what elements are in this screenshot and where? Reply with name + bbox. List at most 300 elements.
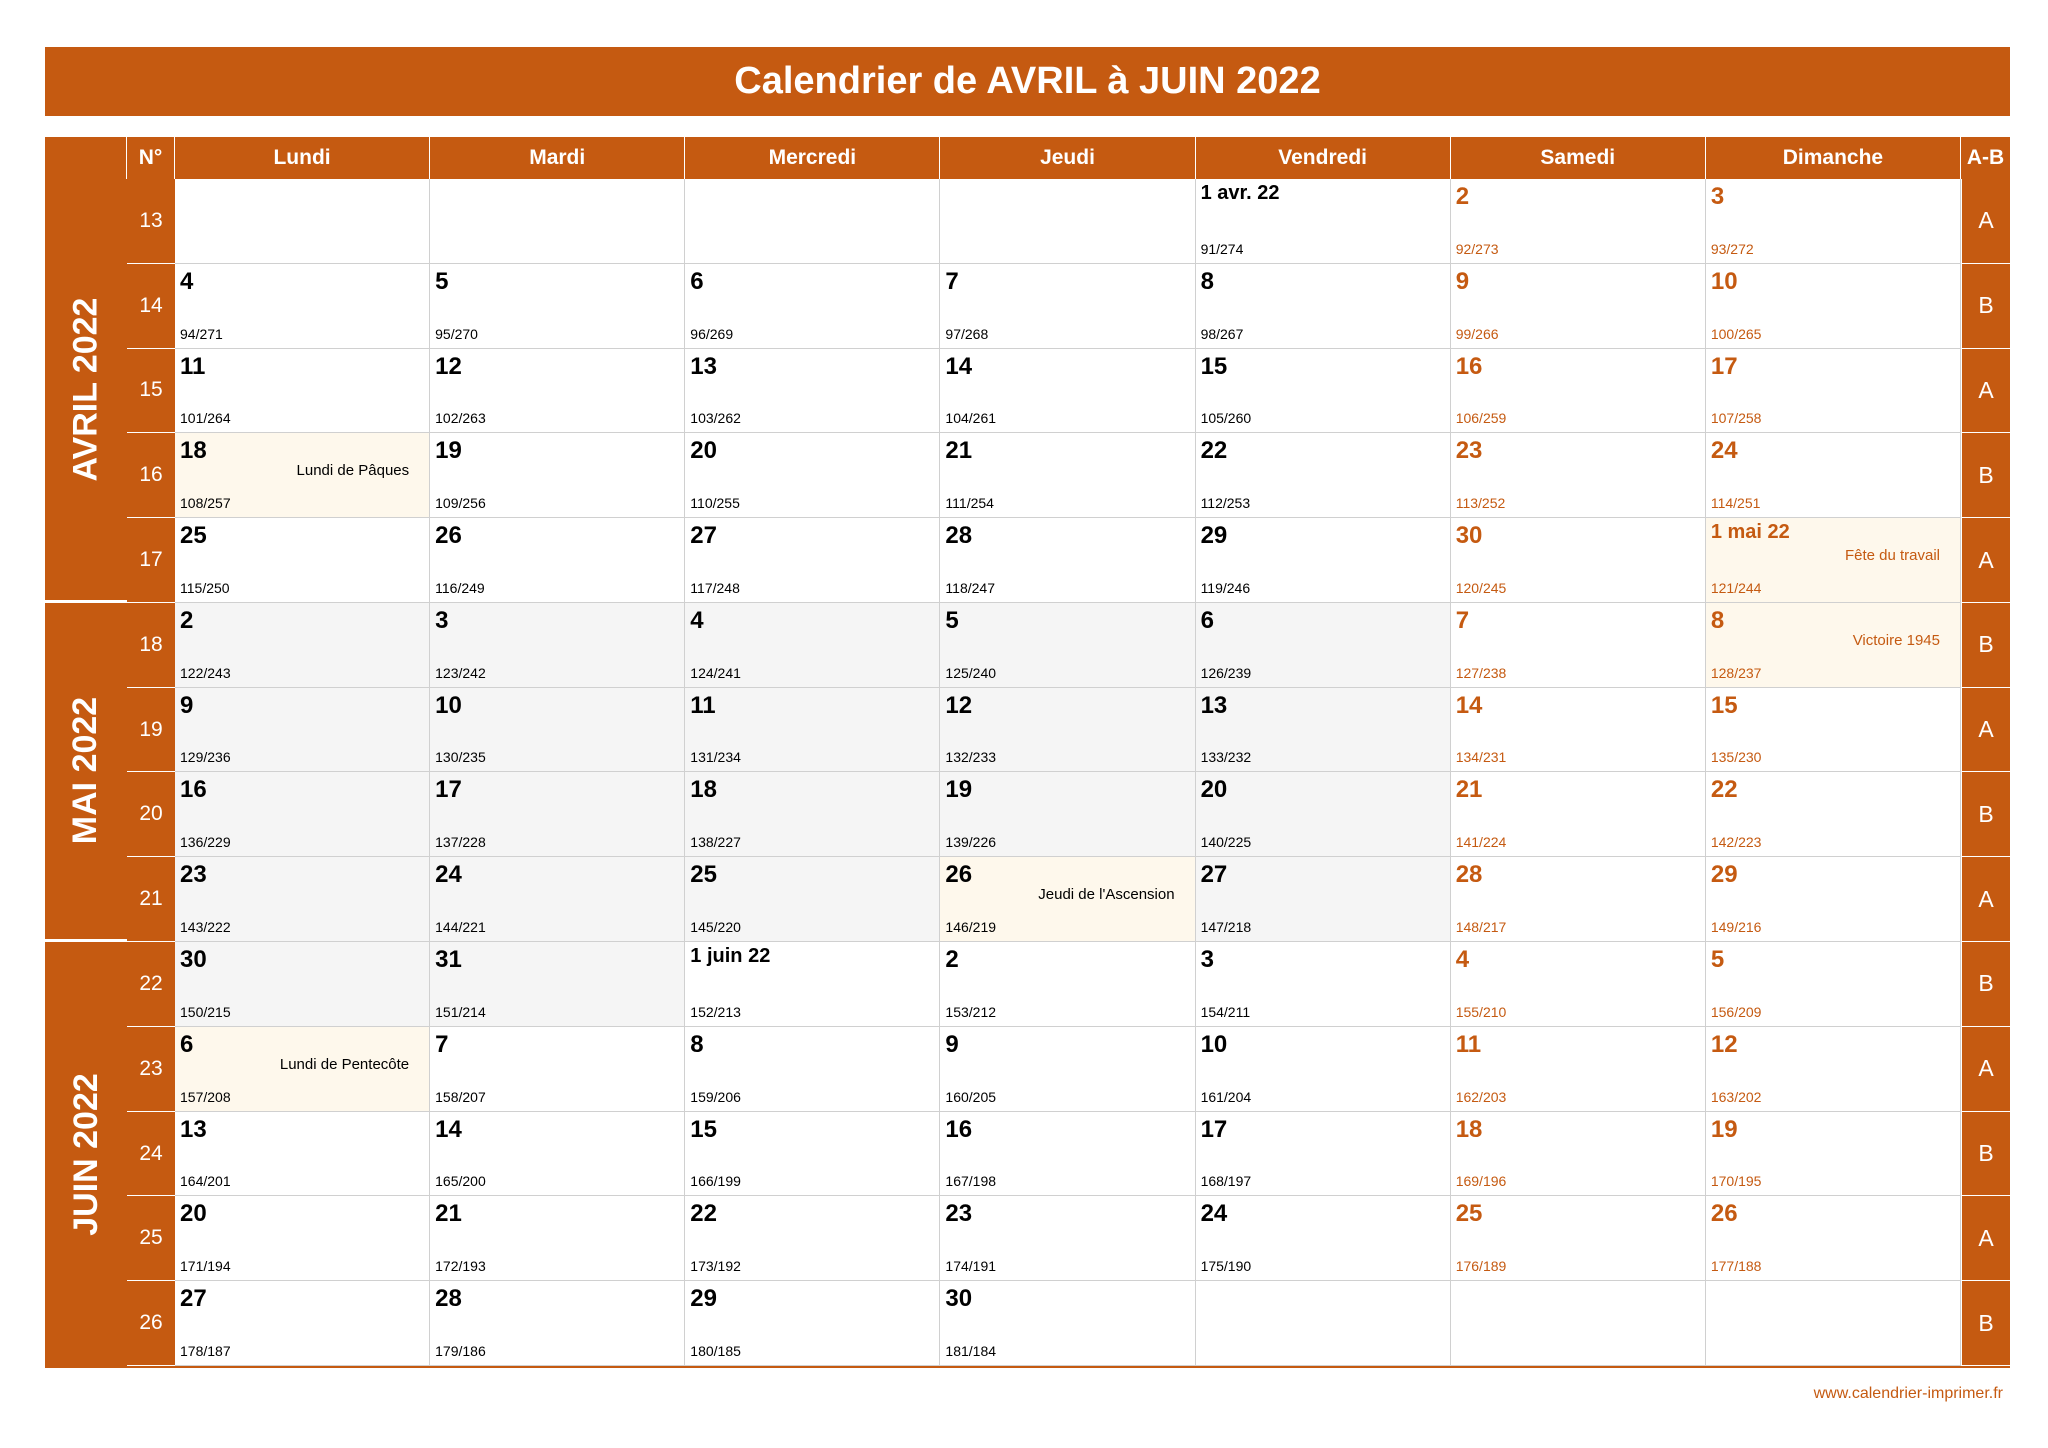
day-of-year: 145/220 [690, 919, 741, 936]
day-cell [1196, 179, 1451, 264]
day-of-year: 176/189 [1455, 1258, 1507, 1275]
day-cell [175, 1196, 430, 1281]
day-of-year: 113/252 [1455, 495, 1506, 512]
week-ab-label: A [1961, 1027, 2010, 1112]
day-cell [175, 179, 430, 264]
day-of-year: 140/225 [1200, 834, 1252, 851]
day-cell [1196, 349, 1451, 434]
day-of-year: 164/201 [180, 1173, 231, 1190]
day-cell [940, 1281, 1195, 1366]
day-of-year: 128/237 [1710, 664, 1762, 681]
day-number: 3 [1200, 946, 1214, 974]
day-cell [1706, 349, 1961, 434]
day-cell [1451, 264, 1706, 349]
day-of-year: 159/206 [690, 1088, 741, 1105]
day-number: 7 [945, 267, 959, 295]
holiday-label: Fête du travail [1844, 547, 1940, 565]
day-number: 27 [1200, 861, 1228, 889]
day-number: 29 [1710, 861, 1738, 889]
day-number: 19 [1710, 1115, 1738, 1143]
day-of-year: 160/205 [945, 1088, 997, 1105]
day-of-year: 130/235 [435, 749, 486, 766]
day-number: 17 [1200, 1115, 1228, 1143]
header-day: Vendredi [1196, 137, 1451, 179]
day-cell [1451, 1112, 1706, 1197]
day-cell [430, 264, 685, 349]
week-number: 15 [127, 349, 175, 434]
day-number: 24 [435, 861, 462, 889]
day-of-year: 97/268 [945, 325, 989, 342]
day-number: 2 [945, 946, 959, 974]
month-label-text: AVRIL 2022 [66, 297, 105, 482]
day-cell [685, 942, 940, 1027]
day-cell [1196, 264, 1451, 349]
day-number: 14 [945, 352, 973, 380]
day-of-year: 157/208 [180, 1088, 231, 1105]
day-cell [1706, 179, 1961, 264]
day-number: 8 [1710, 606, 1725, 634]
day-number: 4 [690, 606, 704, 634]
day-number: 17 [435, 776, 462, 804]
week-number: 25 [127, 1196, 175, 1281]
day-number: 29 [690, 1285, 717, 1313]
day-cell [175, 264, 430, 349]
day-cell [175, 349, 430, 434]
week-ab-label: A [1961, 179, 2010, 264]
day-cell [1196, 688, 1451, 773]
day-cell [430, 1112, 685, 1197]
day-number: 27 [690, 522, 717, 550]
week-number: 23 [127, 1027, 175, 1112]
header-ab: A-B [1961, 137, 2010, 179]
week-number: 18 [127, 603, 175, 688]
day-number: 3 [1710, 183, 1725, 210]
week-number: 13 [127, 179, 175, 264]
day-of-year: 171/194 [180, 1258, 231, 1275]
day-cell [1196, 1281, 1451, 1366]
day-number: 11 [1455, 1030, 1482, 1058]
header-day: Jeudi [940, 137, 1195, 179]
week-ab-label: A [1961, 688, 2010, 773]
month-label [45, 942, 127, 1366]
day-number: 6 [690, 267, 704, 295]
header-week-number: N° [127, 137, 175, 179]
day-of-year: 106/259 [1455, 410, 1507, 427]
day-of-year: 115/250 [180, 579, 230, 596]
day-number: 1 avr. 22 [1200, 182, 1280, 204]
day-of-year: 144/221 [435, 919, 486, 936]
day-number: 11 [180, 352, 206, 380]
day-of-year: 158/207 [435, 1088, 486, 1105]
day-number: 13 [1200, 691, 1228, 719]
day-cell [1451, 349, 1706, 434]
day-cell [1706, 264, 1961, 349]
day-of-year: 114/251 [1710, 495, 1761, 512]
day-cell [1451, 772, 1706, 857]
day-of-year: 146/219 [945, 919, 997, 936]
day-of-year: 175/190 [1200, 1258, 1252, 1275]
day-number: 14 [1455, 691, 1483, 719]
day-cell [940, 1027, 1195, 1112]
day-of-year: 116/249 [435, 579, 485, 596]
page-title: Calendrier de AVRIL à JUIN 2022 [45, 47, 2010, 116]
header-day: Dimanche [1706, 137, 1961, 179]
week-number: 17 [127, 518, 175, 603]
day-of-year: 107/258 [1710, 410, 1762, 427]
day-of-year: 167/198 [945, 1173, 997, 1190]
day-of-year: 143/222 [180, 919, 231, 936]
week-ab-label: B [1961, 772, 2010, 857]
day-of-year: 125/240 [945, 664, 997, 681]
day-cell [430, 1196, 685, 1281]
day-of-year: 139/226 [945, 834, 997, 851]
day-of-year: 122/243 [180, 664, 231, 681]
day-cell [940, 857, 1195, 942]
day-of-year: 172/193 [435, 1258, 486, 1275]
day-number: 31 [435, 946, 462, 974]
day-of-year: 155/210 [1455, 1003, 1507, 1020]
day-cell [1196, 857, 1451, 942]
day-of-year: 180/185 [690, 1342, 741, 1359]
day-of-year: 170/195 [1710, 1173, 1762, 1190]
day-of-year: 149/216 [1710, 919, 1762, 936]
day-number: 28 [1455, 861, 1483, 889]
day-of-year: 109/256 [435, 495, 486, 512]
day-cell [940, 179, 1195, 264]
day-number: 30 [945, 1285, 973, 1313]
day-number: 6 [1200, 606, 1214, 634]
day-number: 12 [435, 352, 462, 380]
day-number: 15 [1200, 352, 1228, 380]
day-cell [1451, 857, 1706, 942]
day-number: 10 [435, 691, 462, 719]
day-number: 21 [945, 437, 973, 465]
day-number: 9 [945, 1030, 959, 1058]
footer-url: www.calendrier-imprimer.fr [1813, 1385, 2003, 1402]
day-cell [685, 1196, 940, 1281]
day-of-year: 133/232 [1200, 749, 1252, 766]
day-cell [685, 1281, 940, 1366]
day-cell [1196, 433, 1451, 518]
day-cell [1451, 942, 1706, 1027]
day-cell [1706, 857, 1961, 942]
day-number: 7 [1455, 606, 1470, 634]
day-of-year: 124/241 [690, 664, 741, 681]
day-number: 11 [690, 691, 716, 719]
day-cell [430, 349, 685, 434]
day-cell [175, 603, 430, 688]
day-number: 3 [435, 606, 449, 634]
holiday-label: Victoire 1945 [1852, 631, 1940, 649]
day-of-year: 112/253 [1200, 495, 1251, 512]
day-of-year: 153/212 [945, 1003, 997, 1020]
day-number: 4 [180, 267, 194, 295]
header-day: Lundi [175, 137, 430, 179]
day-of-year: 94/271 [180, 325, 223, 342]
week-number: 26 [127, 1281, 175, 1366]
day-cell [1196, 1196, 1451, 1281]
day-number: 20 [1200, 776, 1228, 804]
day-cell [1706, 603, 1961, 688]
week-ab-label: A [1961, 518, 2010, 603]
day-number: 18 [180, 437, 207, 465]
week-ab-label: B [1961, 603, 2010, 688]
day-cell [430, 857, 685, 942]
week-ab-label: B [1961, 1281, 2010, 1366]
day-cell [1451, 1196, 1706, 1281]
day-of-year: 136/229 [180, 834, 231, 851]
day-number: 16 [180, 776, 207, 804]
day-number: 5 [435, 267, 449, 295]
day-number: 9 [180, 691, 194, 719]
day-number: 15 [1710, 691, 1738, 719]
day-of-year: 108/257 [180, 495, 231, 512]
day-cell [1706, 688, 1961, 773]
day-cell [175, 433, 430, 518]
day-cell [1706, 1112, 1961, 1197]
month-label-text: JUIN 2022 [66, 1072, 105, 1236]
day-of-year: 168/197 [1200, 1173, 1252, 1190]
day-number: 4 [1455, 946, 1470, 974]
day-number: 8 [1200, 267, 1214, 295]
day-of-year: 126/239 [1200, 664, 1252, 681]
week-ab-label: B [1961, 264, 2010, 349]
day-of-year: 163/202 [1710, 1088, 1762, 1105]
day-number: 22 [690, 1200, 717, 1228]
day-cell [175, 772, 430, 857]
day-of-year: 127/238 [1455, 664, 1507, 681]
day-of-year: 110/255 [690, 495, 740, 512]
month-label [45, 179, 127, 603]
day-of-year: 129/236 [180, 749, 231, 766]
day-number: 20 [180, 1200, 207, 1228]
day-cell [1706, 518, 1961, 603]
day-cell [1706, 1027, 1961, 1112]
day-number: 2 [1455, 183, 1470, 210]
day-cell [175, 942, 430, 1027]
day-of-year: 173/192 [690, 1258, 741, 1275]
day-number: 30 [1455, 522, 1483, 550]
day-cell [1451, 433, 1706, 518]
day-number: 18 [690, 776, 717, 804]
day-cell [430, 433, 685, 518]
day-cell [685, 433, 940, 518]
day-cell [685, 603, 940, 688]
day-of-year: 154/211 [1200, 1003, 1251, 1020]
day-of-year: 96/269 [690, 325, 734, 342]
day-number: 28 [945, 522, 973, 550]
day-number: 25 [180, 522, 207, 550]
month-label [45, 603, 127, 942]
day-of-year: 147/218 [1200, 919, 1252, 936]
day-of-year: 104/261 [945, 410, 997, 427]
day-cell [940, 264, 1195, 349]
day-of-year: 142/223 [1710, 834, 1762, 851]
day-cell [1451, 603, 1706, 688]
day-number: 23 [180, 861, 207, 889]
day-cell [1196, 772, 1451, 857]
day-number: 9 [1455, 267, 1470, 295]
day-cell [430, 688, 685, 773]
day-of-year: 123/242 [435, 664, 486, 681]
day-of-year: 162/203 [1455, 1088, 1507, 1105]
day-of-year: 117/248 [690, 579, 740, 596]
day-number: 1 mai 22 [1710, 521, 1790, 544]
day-number: 26 [945, 861, 973, 889]
day-of-year: 98/267 [1200, 325, 1244, 342]
day-cell [175, 518, 430, 603]
day-cell [175, 1112, 430, 1197]
day-of-year: 92/273 [1455, 240, 1499, 257]
day-number: 24 [1710, 437, 1738, 465]
day-number: 13 [180, 1115, 207, 1143]
week-ab-label: A [1961, 857, 2010, 942]
day-of-year: 131/234 [690, 749, 741, 766]
day-cell [685, 1027, 940, 1112]
week-number: 16 [127, 433, 175, 518]
day-number: 5 [945, 606, 959, 634]
header-corner [45, 137, 127, 179]
day-number: 26 [435, 522, 462, 550]
day-of-year: 100/265 [1710, 325, 1762, 342]
day-of-year: 165/200 [435, 1173, 486, 1190]
day-number: 12 [945, 691, 973, 719]
day-cell [1706, 942, 1961, 1027]
day-number: 19 [435, 437, 462, 465]
day-cell [1706, 1281, 1961, 1366]
day-cell [175, 688, 430, 773]
day-number: 21 [435, 1200, 462, 1228]
day-of-year: 118/247 [945, 579, 995, 596]
day-cell [685, 518, 940, 603]
day-cell [1451, 1281, 1706, 1366]
day-cell [940, 688, 1195, 773]
day-cell [940, 942, 1195, 1027]
day-number: 25 [690, 861, 717, 889]
header-day: Mardi [430, 137, 685, 179]
day-number: 7 [435, 1030, 449, 1058]
week-ab-label: B [1961, 1112, 2010, 1197]
day-cell [685, 264, 940, 349]
day-cell [1451, 179, 1706, 264]
day-number: 22 [1710, 776, 1738, 804]
day-number: 1 juin 22 [690, 945, 771, 968]
day-number: 10 [1710, 267, 1738, 295]
day-cell [1196, 603, 1451, 688]
day-cell [1706, 433, 1961, 518]
day-of-year: 150/215 [180, 1003, 231, 1020]
day-of-year: 138/227 [690, 834, 741, 851]
day-number: 5 [1710, 946, 1725, 974]
day-of-year: 119/246 [1200, 579, 1251, 596]
day-number: 22 [1200, 437, 1228, 465]
day-of-year: 134/231 [1455, 749, 1507, 766]
day-cell [430, 1281, 685, 1366]
holiday-label: Jeudi de l'Ascension [1038, 886, 1175, 904]
day-number: 27 [180, 1285, 207, 1313]
day-cell [1706, 1196, 1961, 1281]
day-cell [1196, 518, 1451, 603]
day-of-year: 151/214 [435, 1003, 486, 1020]
week-ab-label: B [1961, 942, 2010, 1027]
day-of-year: 137/228 [435, 834, 486, 851]
day-number: 23 [1455, 437, 1483, 465]
day-number: 26 [1710, 1200, 1738, 1228]
day-of-year: 102/263 [435, 410, 486, 427]
day-cell [1451, 518, 1706, 603]
day-of-year: 120/245 [1455, 579, 1507, 596]
day-of-year: 179/186 [435, 1342, 486, 1359]
day-cell [1196, 1112, 1451, 1197]
day-of-year: 152/213 [690, 1003, 741, 1020]
day-number: 15 [690, 1115, 717, 1143]
week-ab-label: B [1961, 433, 2010, 518]
day-number: 29 [1200, 522, 1228, 550]
day-number: 16 [945, 1115, 973, 1143]
day-number: 21 [1455, 776, 1483, 804]
day-cell [940, 1112, 1195, 1197]
day-cell [175, 1027, 430, 1112]
day-of-year: 135/230 [1710, 749, 1762, 766]
day-number: 20 [690, 437, 717, 465]
day-cell [430, 772, 685, 857]
day-number: 13 [690, 352, 717, 380]
header-day: Mercredi [685, 137, 940, 179]
month-label-text: MAI 2022 [66, 697, 105, 845]
day-cell [1451, 1027, 1706, 1112]
week-number: 21 [127, 857, 175, 942]
day-number: 19 [945, 776, 973, 804]
day-of-year: 95/270 [435, 325, 478, 342]
week-number: 22 [127, 942, 175, 1027]
day-of-year: 101/264 [180, 410, 231, 427]
day-cell [940, 1196, 1195, 1281]
day-cell [685, 857, 940, 942]
day-of-year: 181/184 [945, 1342, 997, 1359]
day-cell [430, 603, 685, 688]
header-day: Samedi [1451, 137, 1706, 179]
day-of-year: 161/204 [1200, 1088, 1252, 1105]
day-number: 16 [1455, 352, 1483, 380]
day-cell [175, 857, 430, 942]
day-cell [685, 772, 940, 857]
day-of-year: 156/209 [1710, 1003, 1762, 1020]
day-number: 14 [435, 1115, 462, 1143]
day-cell [430, 942, 685, 1027]
day-of-year: 103/262 [690, 410, 741, 427]
day-cell [685, 179, 940, 264]
day-number: 24 [1200, 1200, 1228, 1228]
day-cell [430, 518, 685, 603]
day-number: 6 [180, 1030, 194, 1058]
day-cell [940, 772, 1195, 857]
day-cell [685, 349, 940, 434]
day-number: 10 [1200, 1030, 1228, 1058]
day-cell [1706, 772, 1961, 857]
week-number: 19 [127, 688, 175, 773]
calendar-grid [45, 137, 2010, 1368]
day-cell [940, 518, 1195, 603]
day-cell [1196, 1027, 1451, 1112]
day-number: 8 [690, 1030, 704, 1058]
day-cell [175, 1281, 430, 1366]
day-of-year: 141/224 [1455, 834, 1507, 851]
day-of-year: 91/274 [1200, 240, 1244, 257]
holiday-label: Lundi de Pâques [296, 462, 410, 480]
day-cell [940, 433, 1195, 518]
day-of-year: 132/233 [945, 749, 997, 766]
day-number: 12 [1710, 1030, 1738, 1058]
